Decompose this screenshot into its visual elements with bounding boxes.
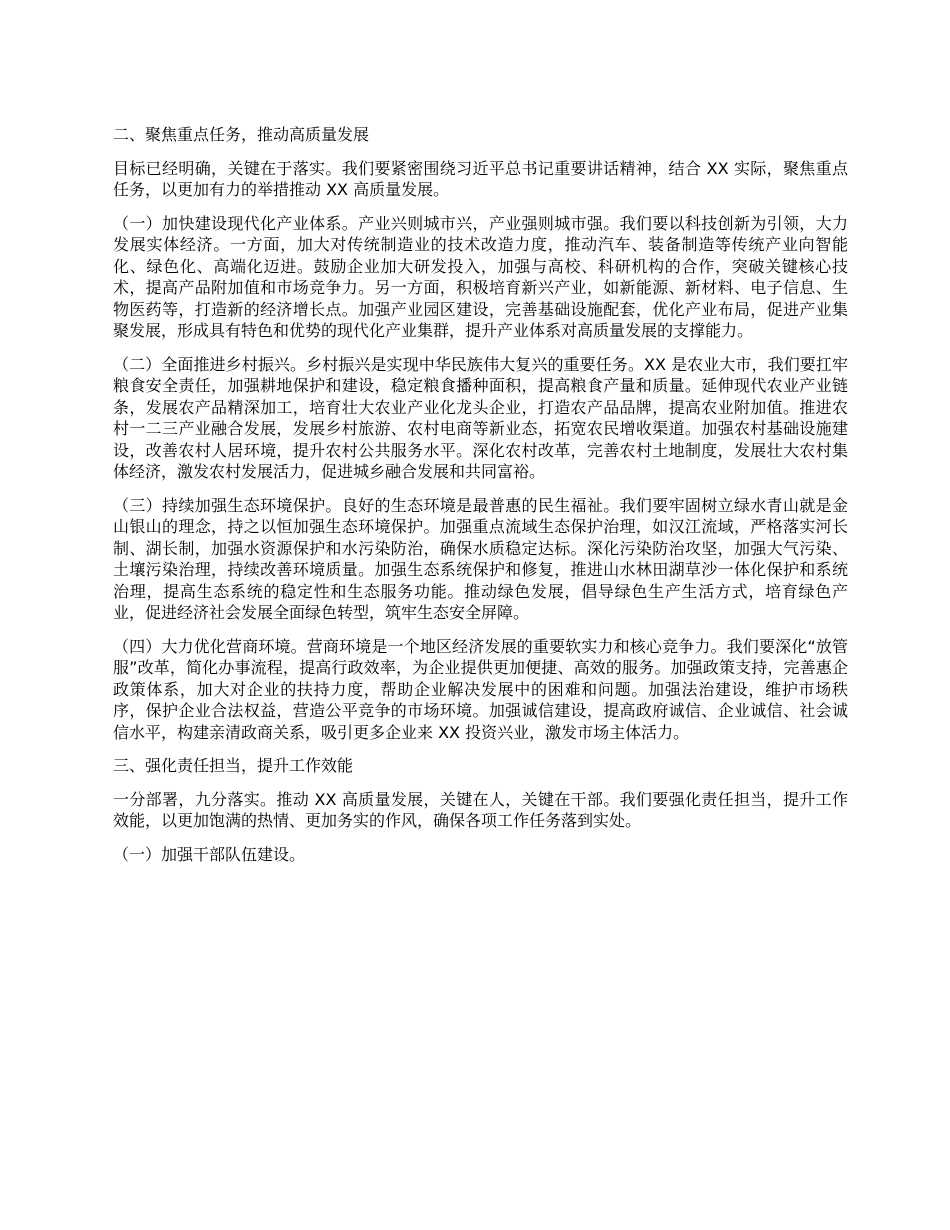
paragraph-industry: （一）加快建设现代化产业体系。产业兴则城市兴，产业强则城市强。我们要以科技创新为引领，大力发展实体经济。一方面，加大对传统制造业的技术改造力度，推动汽车、装备制造等传统产业向智能化、绿色化、高端化迈进。鼓励企业加大研发投入，加强与高校、科研机构的合作，突破关键核心技术，提高产品附加值和市场竞争力。另一方面，积极培育新兴产业，如新能源、新材料、电子信息、生物医药等，打造新的经济增长点。加强产业园区建设，完善基础设施配套，优化产业布局，促进产业集聚发展，形成具有特色和优势的现代化产业集群，提升产业体系对高质量发展的支撑能力。 (113, 213, 848, 340)
section-heading-two: 二、聚焦重点任务，推动高质量发展 (113, 125, 370, 144)
paragraph-intro: 目标已经明确，关键在于落实。我们要紧密围绕习近平总书记重要讲话精神，结合 XX 实际，聚焦重点任务，以更加有力的举措推动 XX 高质量发展。 (113, 158, 848, 199)
paragraph-business: （四）大力优化营商环境。营商环境是一个地区经济发展的重要软实力和核心竞争力。我们要深化“放管服”改革，简化办事流程，提高行政效率，为企业提供更加便捷、高效的服务。加强政策支持，完善惠企政策体系，加大对企业的扶持力度，帮助企业解决发展中的困难和问题。加强法治建设，维护市场秩序，保护企业合法权益，营造公平竞争的市场环境。加强诚信建设，提高政府诚信、企业诚信、社会诚信水平，构建亲清政商关系，吸引更多企业来 XX 投资兴业，激发市场主体活力。 (113, 636, 848, 742)
paragraph-responsibility: 一分部署，九分落实。推动 XX 高质量发展，关键在人，关键在干部。我们要强化责任担当，提升工作效能，以更加饱满的热情、更加务实的作风，确保各项工作任务落到实处。 (113, 789, 848, 830)
paragraph-rural: （二）全面推进乡村振兴。乡村振兴是实现中华民族伟大复兴的重要任务。XX 是农业大市，我们要扛牢粮食安全责任，加强耕地保护和建设，稳定粮食播种面积，提高粮食产量和质量。延伸现代农业产业链条，发展农产品精深加工，培育壮大农业产业化龙头企业，打造农产品品牌，提高农业附加值。推进农村一二三产业融合发展，发展乡村旅游、农村电商等新业态，拓宽农民增收渠道。加强农村基础设施建设，改善农村人居环境，提升农村公共服务水平。深化农村改革，完善农村土地制度，发展壮大农村集体经济，激发农村发展活力，促进城乡融合发展和共同富裕。 (113, 354, 848, 481)
document-body (113, 124, 848, 877)
paragraph-ecology: （三）持续加强生态环境保护。良好的生态环境是最普惠的民生福祉。我们要牢固树立绿水青山就是金山银山的理念，持之以恒加强生态环境保护。加强重点流域生态保护治理，如汉江流域，严格落实河长制、湖长制，加强水资源保护和水污染防治，确保水质稳定达标。深化污染防治攻坚，加强大气污染、土壤污染治理，持续改善环境质量。加强生态系统保护和修复，推进山水林田湖草沙一体化保护和系统治理，提高生态系统的稳定性和生态服务功能。推动绿色发展，倡导绿色生产生活方式，培育绿色产业，促进经济社会发展全面绿色转型，筑牢生态安全屏障。 (113, 495, 848, 622)
section-heading-three: 三、强化责任担当，提升工作效能 (113, 756, 354, 775)
paragraph-cadre: （一）加强干部队伍建设。 (113, 844, 306, 864)
